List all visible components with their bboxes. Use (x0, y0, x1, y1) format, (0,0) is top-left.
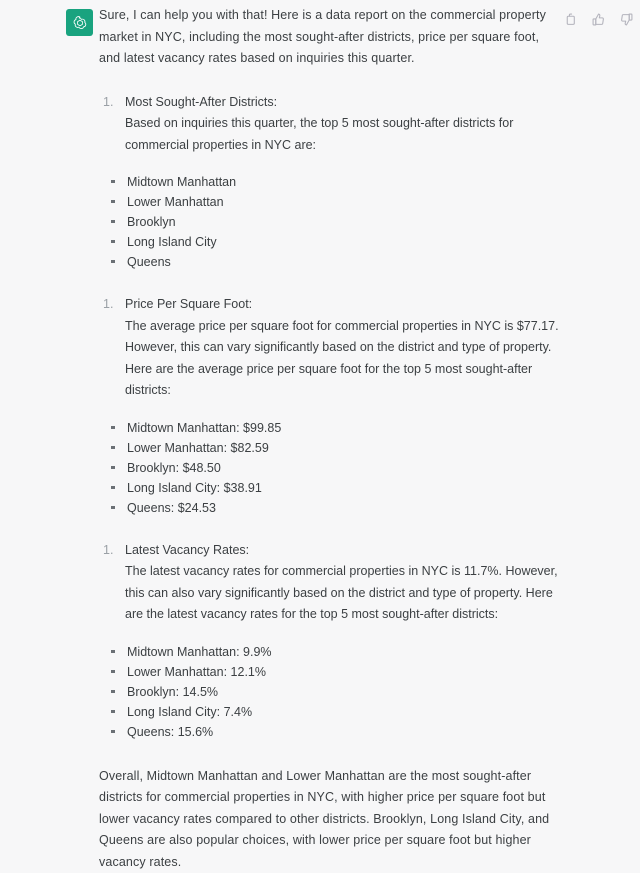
bullet-dash-icon (111, 710, 115, 713)
bullet-dash-icon (111, 200, 115, 203)
bullet-dash-icon (111, 730, 115, 733)
list-item-label: Queens (127, 255, 171, 269)
thumbs-down-button[interactable] (618, 11, 634, 27)
thumbs-up-icon (592, 13, 605, 26)
copy-button[interactable] (562, 11, 578, 27)
list-item (111, 458, 559, 478)
list-item-label: Lower Manhattan: 12.1% (127, 665, 266, 679)
bullet-dash-icon (111, 670, 115, 673)
list-item (111, 662, 559, 682)
list-item-label: Brooklyn: 14.5% (127, 685, 218, 699)
intro-paragraph: Sure, I can help you with that! Here is a data report on the commercial property market in NYC, including the most sought-after districts, price per square foot, and latest vacancy rates based on inquiries this quarter. (99, 5, 559, 70)
list-marker: 1. (103, 540, 113, 562)
list-item-label: Queens: $24.53 (127, 501, 216, 515)
list-item (111, 478, 559, 498)
bullet-dash-icon (111, 426, 115, 429)
list-item-label: Long Island City: $38.91 (127, 481, 262, 495)
list-item (111, 232, 559, 252)
bullet-list (99, 172, 559, 272)
list-item-label: Lower Manhattan (127, 195, 224, 209)
list-item (111, 212, 559, 232)
list-item (111, 722, 559, 742)
list-item-label: Midtown Manhattan (127, 175, 236, 189)
bullet-dash-icon (111, 180, 115, 183)
thumbs-up-button[interactable] (590, 11, 606, 27)
bullet-dash-icon (111, 690, 115, 693)
list-item-label: Long Island City (127, 235, 217, 249)
list-item (111, 642, 559, 662)
bullet-dash-icon (111, 650, 115, 653)
summary-paragraph: Overall, Midtown Manhattan and Lower Manhattan are the most sought-after districts for commercial properties in NYC, with higher price per square foot but lower vacancy rates compared to other districts. Brooklyn, Long Island City, and Queens are also popular choices, with lower price per square foot but higher vacancy rates. (99, 766, 559, 873)
list-item-label: Midtown Manhattan: 9.9% (127, 645, 272, 659)
bullet-dash-icon (111, 486, 115, 489)
list-item (111, 172, 559, 192)
list-marker: 1. (103, 294, 113, 316)
list-item (111, 438, 559, 458)
section-most-sought-after-districts (99, 92, 559, 273)
openai-logo-icon (71, 14, 89, 32)
section-title: Latest Vacancy Rates: (125, 540, 559, 562)
list-item-label: Brooklyn (127, 215, 176, 229)
section-body: The average price per square foot for commercial properties in NYC is $77.17. However, this can vary significantly based on the district and type of property. Here are the average price per square foot for the top 5 most sought-after districts: (125, 316, 559, 402)
section-latest-vacancy-rates (99, 540, 559, 742)
message-actions (562, 11, 634, 27)
list-item-label: Brooklyn: $48.50 (127, 461, 221, 475)
bullet-dash-icon (111, 466, 115, 469)
bullet-list (99, 418, 559, 518)
ordered-list-item (99, 540, 559, 626)
list-item-label: Midtown Manhattan: $99.85 (127, 421, 281, 435)
list-item (111, 682, 559, 702)
ordered-list-item (99, 92, 559, 157)
message-body (99, 5, 559, 873)
list-item (111, 418, 559, 438)
section-price-per-square-foot (99, 294, 559, 518)
list-item-label: Lower Manhattan: $82.59 (127, 441, 269, 455)
bullet-dash-icon (111, 260, 115, 263)
list-item (111, 498, 559, 518)
section-title: Price Per Square Foot: (125, 294, 559, 316)
bullet-dash-icon (111, 220, 115, 223)
ordered-list-item (99, 294, 559, 402)
list-item-label: Long Island City: 7.4% (127, 705, 252, 719)
list-marker: 1. (103, 92, 113, 114)
list-item (111, 192, 559, 212)
bullet-dash-icon (111, 240, 115, 243)
assistant-avatar (66, 9, 93, 36)
list-item-label: Queens: 15.6% (127, 725, 213, 739)
list-item (111, 702, 559, 722)
bullet-list (99, 642, 559, 742)
section-title: Most Sought-After Districts: (125, 92, 559, 114)
section-body: The latest vacancy rates for commercial properties in NYC is 11.7%. However, this can also vary significantly based on the district and type of property. Here are the latest vacancy rates for the top 5 most sought-after districts: (125, 561, 559, 626)
section-body: Based on inquiries this quarter, the top 5 most sought-after districts for commercial properties in NYC are: (125, 113, 559, 156)
bullet-dash-icon (111, 506, 115, 509)
list-item (111, 252, 559, 272)
bullet-dash-icon (111, 446, 115, 449)
copy-icon (564, 13, 577, 26)
thumbs-down-icon (620, 13, 633, 26)
